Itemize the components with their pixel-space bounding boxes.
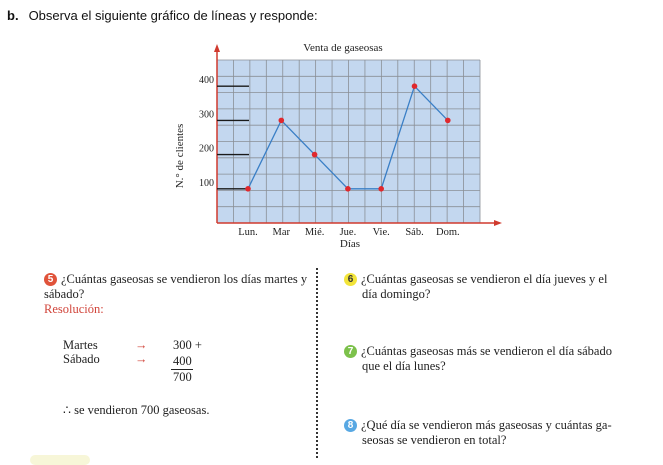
data-point bbox=[345, 186, 351, 192]
x-tick-label: Jue. bbox=[339, 227, 357, 238]
line-chart bbox=[160, 36, 520, 256]
question-5-text-2: sábado? bbox=[44, 287, 85, 301]
question-number-5: 5 bbox=[44, 273, 57, 286]
exercise-instruction: Observa el siguiente gráfico de líneas y responde: bbox=[28, 8, 318, 23]
resolution-row-2 bbox=[63, 352, 100, 367]
x-tick-label: Dom. bbox=[435, 227, 460, 238]
data-point bbox=[378, 186, 384, 192]
question-number-6: 6 bbox=[344, 273, 357, 286]
data-point bbox=[445, 118, 451, 124]
x-tick-label: Mié. bbox=[304, 227, 325, 238]
question-7-text-1: ¿Cuántas gaseosas más se vendieron el día sábado bbox=[361, 344, 612, 358]
column-divider bbox=[316, 268, 318, 458]
y-axis-label: N.° de clientes bbox=[174, 123, 186, 189]
question-8-text-1: ¿Qué día se vendieron más gaseosas y cuántas ga- bbox=[361, 418, 612, 432]
y-tick-label: 200 bbox=[199, 143, 214, 155]
exercise-letter: b. bbox=[7, 8, 19, 23]
resolution-row-1 bbox=[63, 338, 98, 353]
arrow-icon: → bbox=[135, 338, 148, 352]
x-tick-label: Mar bbox=[272, 227, 291, 238]
y-tick-label: 400 bbox=[199, 75, 214, 87]
sum-total: 700 bbox=[173, 370, 192, 384]
y-tick-label: 300 bbox=[199, 109, 214, 121]
exercise-heading bbox=[7, 8, 318, 23]
x-tick-label: Vie. bbox=[372, 227, 390, 238]
question-6-text-1: ¿Cuántas gaseosas se vendieron el día jueves y el bbox=[361, 272, 608, 286]
question-6 bbox=[344, 272, 607, 302]
x-axis-label: Días bbox=[339, 238, 361, 250]
question-number-7: 7 bbox=[344, 345, 357, 358]
sum-value-1: 300 + bbox=[173, 338, 202, 352]
x-tick-label: Sáb. bbox=[405, 227, 424, 238]
question-7 bbox=[344, 344, 612, 374]
data-point bbox=[412, 83, 418, 89]
question-8-text-2: seosas se vendieron en total? bbox=[362, 433, 507, 447]
resolution-row-1-label: Martes bbox=[63, 338, 98, 352]
arrow-icon: → bbox=[135, 352, 148, 366]
question-8 bbox=[344, 418, 612, 448]
question-7-text-2: que el día lunes? bbox=[362, 359, 446, 373]
question-5-text-1: ¿Cuántas gaseosas se vendieron los días martes y bbox=[61, 272, 308, 286]
data-point bbox=[279, 118, 285, 124]
y-tick-label: 100 bbox=[199, 177, 214, 189]
resolution-label: Resolución: bbox=[44, 302, 104, 316]
question-6-text-2: día domingo? bbox=[362, 287, 431, 301]
y-axis-arrow-icon bbox=[214, 44, 220, 52]
sum-value-2: 400 bbox=[173, 354, 192, 368]
x-tick-label: Lun. bbox=[238, 227, 258, 238]
resolution-conclusion: ∴ se vendieron 700 gaseosas. bbox=[63, 403, 210, 417]
x-axis-arrow-icon bbox=[494, 220, 502, 226]
chart-title: Venta de gaseosas bbox=[303, 42, 383, 54]
question-5 bbox=[44, 272, 307, 317]
resolution-row-2-label: Sábado bbox=[63, 352, 100, 366]
question-number-8: 8 bbox=[344, 419, 357, 432]
data-point bbox=[312, 152, 318, 158]
data-point bbox=[245, 186, 251, 192]
x-tick-labels bbox=[238, 227, 459, 238]
